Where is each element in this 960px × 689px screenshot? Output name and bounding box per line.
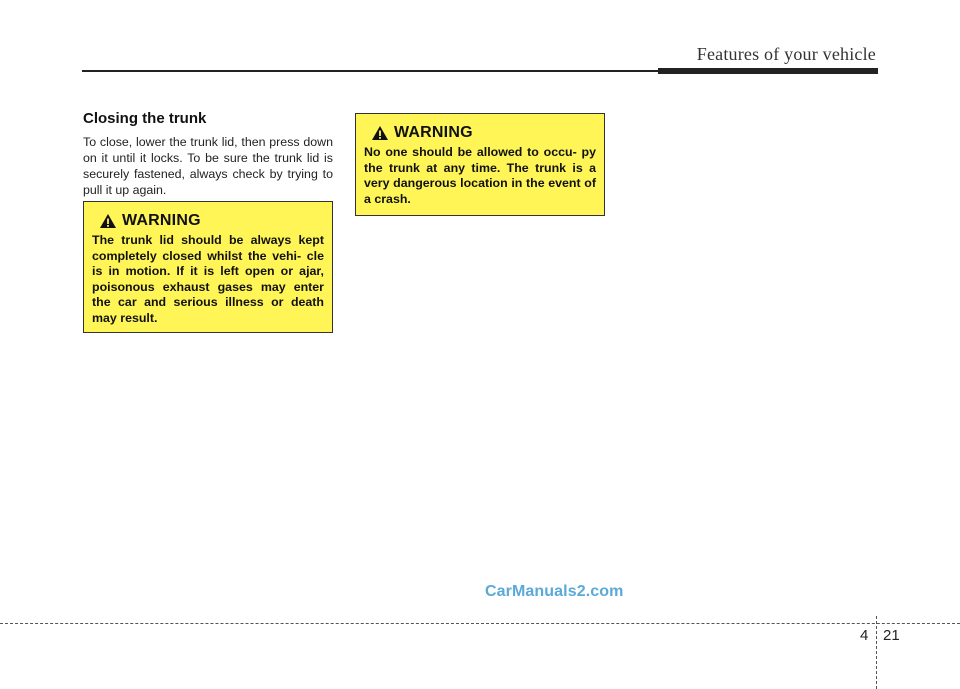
watermark-link[interactable]: CarManuals2.com bbox=[485, 583, 624, 600]
section-heading: Closing the trunk bbox=[83, 110, 207, 127]
warning-text: No one should be allowed to occu- py the trunk at any time. The trunk is a very dangerous location in the event of a crash. bbox=[364, 145, 596, 206]
section-body: To close, lower the trunk lid, then press down on it until it locks. To be sure the trunk lid is securely fastened, always check by trying to pull it up again. bbox=[83, 135, 333, 197]
warning-text: The trunk lid should be always kept completely closed whilst the vehi- cle is in motion. If it is left open or ajar, poisonous exhaust gases may enter the car and serious illness or death may result. bbox=[92, 233, 324, 325]
warning-triangle-icon bbox=[371, 125, 389, 141]
warning-box-trunk-lid bbox=[83, 201, 333, 333]
page-number: 21 bbox=[883, 627, 900, 644]
warning-header bbox=[371, 124, 596, 142]
chapter-number: 4 bbox=[860, 627, 869, 644]
warning-title: WARNING bbox=[122, 212, 201, 229]
warning-triangle-icon bbox=[99, 213, 117, 229]
header-title: Features of your vehicle bbox=[696, 44, 876, 64]
header-rule-thin bbox=[82, 70, 660, 72]
closing-trunk-section bbox=[83, 110, 333, 198]
warning-header bbox=[99, 212, 324, 230]
footer-rule bbox=[0, 623, 960, 624]
warning-box-trunk-occupancy bbox=[355, 113, 605, 216]
header-rule-thick bbox=[658, 68, 878, 74]
warning-title: WARNING bbox=[394, 124, 473, 141]
footer-divider bbox=[876, 616, 877, 689]
